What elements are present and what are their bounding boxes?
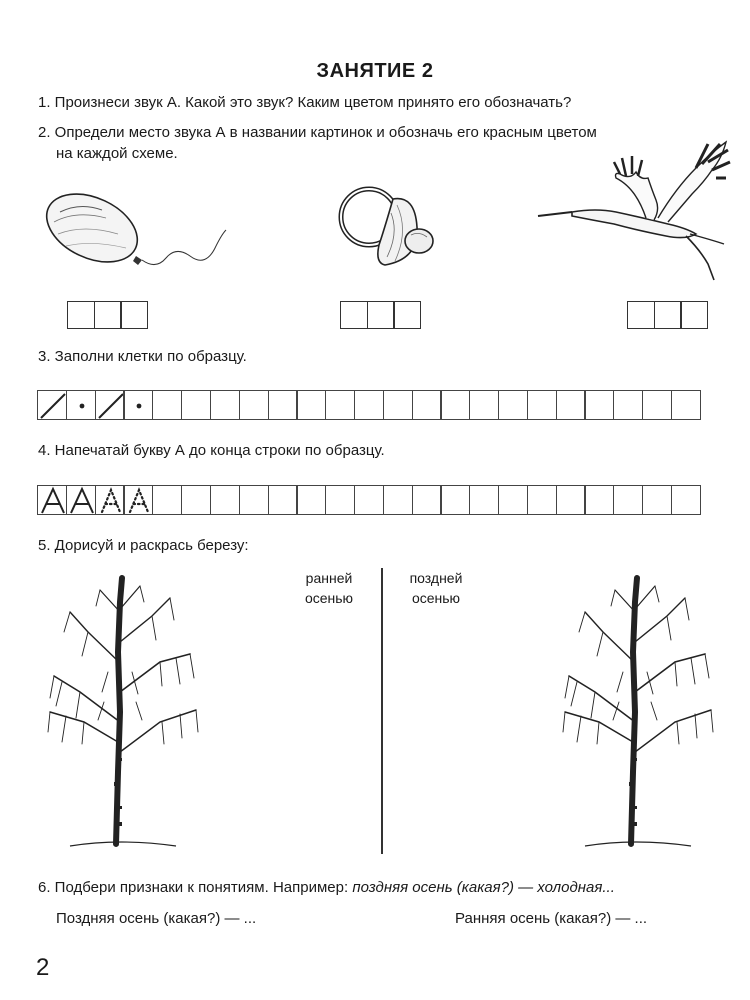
scheme-balloon [67,301,148,329]
task-6-prefix: 6. Подбери признаки к понятиям. Например: [38,879,353,896]
scheme-cell[interactable] [67,301,95,329]
letter-cell[interactable] [412,485,442,515]
pattern-grid [37,390,701,420]
birch-tree-right-icon [555,572,725,850]
letter-cell[interactable] [671,485,701,515]
letter-cell[interactable] [498,485,528,515]
scheme-cell[interactable] [393,301,421,329]
task-3-text: 3. Заполни клетки по образцу. [38,348,247,365]
pattern-cell[interactable] [440,390,470,420]
scheme-cell[interactable] [340,301,368,329]
scheme-cell[interactable] [627,301,655,329]
pacifier-icon [335,183,440,273]
letter-cell[interactable] [469,485,499,515]
pattern-cell[interactable] [239,390,269,420]
letter-cell[interactable] [527,485,557,515]
task-2-text-line1: 2. Определи место звука А в названии картинок и обозначь его красным цветом [38,124,597,141]
pattern-cell[interactable] [642,390,672,420]
task-1-text: 1. Произнеси звук А. Какой это звук? Каким цветом принято его обозначать? [38,94,572,111]
early-autumn-answer[interactable]: Ранняя осень (какая?) — ... [455,910,648,927]
pattern-cell[interactable] [325,390,355,420]
letter-cell[interactable] [239,485,269,515]
season-late-word1: поздней [409,570,463,586]
balloon-icon [40,188,230,278]
letter-cell[interactable] [642,485,672,515]
letter-cell[interactable] [556,485,586,515]
letter-cell[interactable] [440,485,470,515]
pattern-cell[interactable] [383,390,413,420]
page-title: ЗАНЯТИЕ 2 [316,60,434,82]
pattern-cell[interactable] [181,390,211,420]
pattern-cell[interactable] [95,390,125,420]
page-number: 2 [36,954,50,981]
pattern-cell[interactable] [354,390,384,420]
letter-cell[interactable] [37,485,67,515]
letter-cell[interactable] [584,485,614,515]
letter-cell[interactable] [152,485,182,515]
scheme-pacifier [340,301,421,329]
letter-cell[interactable] [210,485,240,515]
pattern-cell[interactable] [498,390,528,420]
task-2-text-line2: на каждой схеме. [56,145,178,162]
scheme-stork [627,301,708,329]
pattern-cell[interactable] [152,390,182,420]
pattern-cell[interactable] [527,390,557,420]
task-5-text: 5. Дорисуй и раскрась березу: [38,537,249,554]
letter-cell[interactable] [296,485,326,515]
pattern-cell[interactable] [613,390,643,420]
task-6-text [38,877,615,899]
pattern-cell[interactable] [123,390,153,420]
letter-cell[interactable] [181,485,211,515]
scheme-cell[interactable] [367,301,395,329]
pattern-cell[interactable] [210,390,240,420]
scheme-cell[interactable] [680,301,708,329]
column-divider [381,568,383,854]
task-6-example: поздняя осень (какая?) — холодная... [352,879,615,896]
pattern-cell[interactable] [268,390,298,420]
letter-cell[interactable] [613,485,643,515]
pattern-cell[interactable] [469,390,499,420]
season-early-word2: осенью [304,590,354,606]
pattern-cell[interactable] [671,390,701,420]
season-label-early [290,568,368,608]
birch-tree-left-icon [40,572,210,850]
late-autumn-answer[interactable]: Поздняя осень (какая?) — ... [56,910,257,927]
letter-cell[interactable] [383,485,413,515]
pattern-cell[interactable] [556,390,586,420]
pattern-cell[interactable] [37,390,67,420]
letter-cell[interactable] [268,485,298,515]
letter-grid [37,485,701,515]
letter-cell[interactable] [325,485,355,515]
letter-cell[interactable] [354,485,384,515]
season-label-late [396,568,476,608]
pattern-cell[interactable] [584,390,614,420]
stork-icon [536,138,736,284]
pattern-cell[interactable] [412,390,442,420]
season-late-word2: осенью [411,590,461,606]
scheme-cell[interactable] [120,301,148,329]
letter-cell[interactable] [66,485,96,515]
letter-cell[interactable] [95,485,125,515]
season-early-word1: ранней [305,570,353,586]
scheme-cell[interactable] [94,301,122,329]
letter-cell[interactable] [123,485,153,515]
task-4-text: 4. Напечатай букву А до конца строки по образцу. [38,442,385,459]
pattern-cell[interactable] [296,390,326,420]
scheme-cell[interactable] [654,301,682,329]
pattern-cell[interactable] [66,390,96,420]
